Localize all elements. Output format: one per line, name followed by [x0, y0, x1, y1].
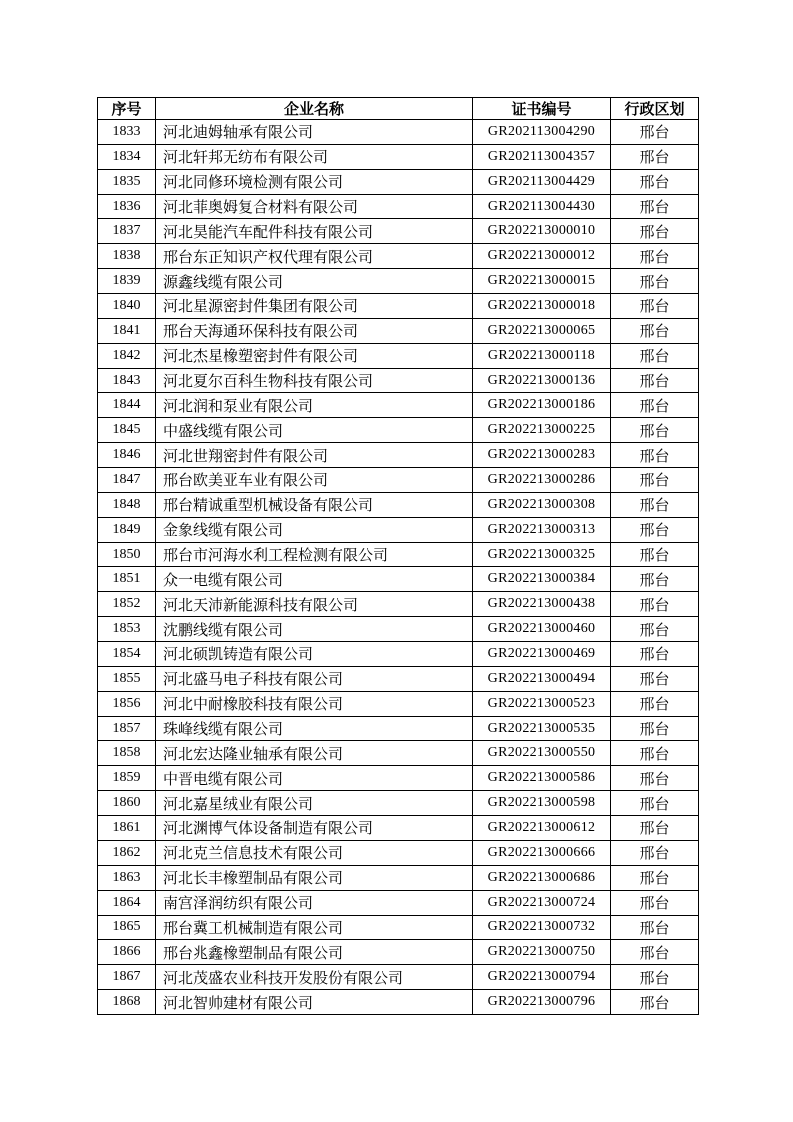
cell-cert-number: GR202213000612: [473, 816, 611, 841]
cell-cert-number: GR202213000186: [473, 393, 611, 418]
cell-company-name: 邢台精诚重型机械设备有限公司: [156, 492, 473, 517]
cell-company-name: 中盛线缆有限公司: [156, 418, 473, 443]
cell-company-name: 河北长丰橡塑制品有限公司: [156, 865, 473, 890]
table-body: [98, 120, 699, 1015]
cell-region: 邢台: [611, 294, 699, 319]
header-region: 行政区划: [611, 98, 699, 120]
cell-seq: 1865: [98, 915, 156, 940]
cell-region: 邢台: [611, 144, 699, 169]
cell-cert-number: GR202213000494: [473, 666, 611, 691]
cell-region: 邢台: [611, 592, 699, 617]
cell-region: 邢台: [611, 617, 699, 642]
cell-region: 邢台: [611, 492, 699, 517]
cell-cert-number: GR202213000794: [473, 965, 611, 990]
cell-cert-number: GR202113004357: [473, 144, 611, 169]
cell-company-name: 金象线缆有限公司: [156, 517, 473, 542]
cell-region: 邢台: [611, 816, 699, 841]
cell-cert-number: GR202213000286: [473, 468, 611, 493]
cell-cert-number: GR202113004430: [473, 194, 611, 219]
table-row: [98, 169, 699, 194]
cell-cert-number: GR202113004290: [473, 120, 611, 145]
cell-company-name: 河北智帅建材有限公司: [156, 990, 473, 1015]
header-seq: 序号: [98, 98, 156, 120]
cell-cert-number: GR202213000384: [473, 567, 611, 592]
cell-cert-number: GR202213000438: [473, 592, 611, 617]
table-row: [98, 517, 699, 542]
cell-seq: 1867: [98, 965, 156, 990]
cell-region: 邢台: [611, 468, 699, 493]
cell-region: 邢台: [611, 741, 699, 766]
cell-region: 邢台: [611, 840, 699, 865]
table-row: [98, 666, 699, 691]
cell-seq: 1835: [98, 169, 156, 194]
cell-seq: 1866: [98, 940, 156, 965]
cell-seq: 1836: [98, 194, 156, 219]
table-row: [98, 940, 699, 965]
cell-cert-number: GR202213000010: [473, 219, 611, 244]
cell-company-name: 河北润和泵业有限公司: [156, 393, 473, 418]
table-row: [98, 592, 699, 617]
table-row: [98, 691, 699, 716]
cell-region: 邢台: [611, 393, 699, 418]
cell-seq: 1842: [98, 343, 156, 368]
table-row: [98, 318, 699, 343]
cell-cert-number: GR202213000118: [473, 343, 611, 368]
table-row: [98, 816, 699, 841]
cell-company-name: 河北菲奥姆复合材料有限公司: [156, 194, 473, 219]
cell-company-name: 邢台天海通环保科技有限公司: [156, 318, 473, 343]
cell-region: 邢台: [611, 791, 699, 816]
cell-cert-number: GR202213000136: [473, 368, 611, 393]
cell-company-name: 河北世翔密封件有限公司: [156, 443, 473, 468]
cell-seq: 1849: [98, 517, 156, 542]
cell-seq: 1854: [98, 642, 156, 667]
cell-company-name: 河北中耐橡胶科技有限公司: [156, 691, 473, 716]
cell-cert-number: GR202113004429: [473, 169, 611, 194]
cell-region: 邢台: [611, 120, 699, 145]
table-row: [98, 294, 699, 319]
cell-seq: 1848: [98, 492, 156, 517]
table-row: [98, 144, 699, 169]
table-row: [98, 194, 699, 219]
cell-seq: 1851: [98, 567, 156, 592]
cell-seq: 1853: [98, 617, 156, 642]
cell-seq: 1857: [98, 716, 156, 741]
cell-cert-number: GR202213000724: [473, 890, 611, 915]
table-row: [98, 865, 699, 890]
cell-company-name: 南宫泽润纺织有限公司: [156, 890, 473, 915]
cell-cert-number: GR202213000065: [473, 318, 611, 343]
cell-seq: 1860: [98, 791, 156, 816]
cell-cert-number: GR202213000460: [473, 617, 611, 642]
cell-seq: 1856: [98, 691, 156, 716]
table-row: [98, 791, 699, 816]
cell-cert-number: GR202213000015: [473, 269, 611, 294]
cell-cert-number: GR202213000586: [473, 766, 611, 791]
cell-seq: 1844: [98, 393, 156, 418]
table-row: [98, 269, 699, 294]
cell-seq: 1850: [98, 542, 156, 567]
cell-company-name: 河北克兰信息技术有限公司: [156, 840, 473, 865]
cell-region: 邢台: [611, 169, 699, 194]
cell-cert-number: GR202213000018: [473, 294, 611, 319]
cell-company-name: 河北星源密封件集团有限公司: [156, 294, 473, 319]
cell-region: 邢台: [611, 368, 699, 393]
cell-region: 邢台: [611, 965, 699, 990]
cell-seq: 1833: [98, 120, 156, 145]
table-row: [98, 915, 699, 940]
cell-seq: 1843: [98, 368, 156, 393]
table-row: [98, 244, 699, 269]
cell-cert-number: GR202213000308: [473, 492, 611, 517]
table-header-row: [98, 98, 699, 120]
cell-company-name: 河北渊博气体设备制造有限公司: [156, 816, 473, 841]
cell-company-name: 中晋电缆有限公司: [156, 766, 473, 791]
cell-region: 邢台: [611, 343, 699, 368]
certificate-table: [97, 97, 699, 1015]
cell-company-name: 河北盛马电子科技有限公司: [156, 666, 473, 691]
cell-company-name: 众一电缆有限公司: [156, 567, 473, 592]
table-row: [98, 492, 699, 517]
cell-seq: 1837: [98, 219, 156, 244]
cell-company-name: 河北天沛新能源科技有限公司: [156, 592, 473, 617]
table-row: [98, 393, 699, 418]
cell-region: 邢台: [611, 642, 699, 667]
table-row: [98, 120, 699, 145]
table-row: [98, 368, 699, 393]
cell-region: 邢台: [611, 418, 699, 443]
cell-seq: 1834: [98, 144, 156, 169]
cell-region: 邢台: [611, 666, 699, 691]
table-row: [98, 617, 699, 642]
cell-cert-number: GR202213000732: [473, 915, 611, 940]
cell-seq: 1862: [98, 840, 156, 865]
cell-company-name: 河北夏尔百科生物科技有限公司: [156, 368, 473, 393]
cell-company-name: 河北迪姆轴承有限公司: [156, 120, 473, 145]
cell-cert-number: GR202213000550: [473, 741, 611, 766]
cell-cert-number: GR202213000666: [473, 840, 611, 865]
cell-seq: 1858: [98, 741, 156, 766]
cell-company-name: 河北茂盛农业科技开发股份有限公司: [156, 965, 473, 990]
table-row: [98, 716, 699, 741]
table-row: [98, 990, 699, 1015]
cell-region: 邢台: [611, 716, 699, 741]
cell-seq: 1845: [98, 418, 156, 443]
cell-region: 邢台: [611, 517, 699, 542]
cell-company-name: 河北昊能汽车配件科技有限公司: [156, 219, 473, 244]
cell-region: 邢台: [611, 940, 699, 965]
table-row: [98, 443, 699, 468]
cell-seq: 1841: [98, 318, 156, 343]
cell-seq: 1861: [98, 816, 156, 841]
cell-cert-number: GR202213000283: [473, 443, 611, 468]
cell-company-name: 珠峰线缆有限公司: [156, 716, 473, 741]
table-row: [98, 741, 699, 766]
cell-seq: 1859: [98, 766, 156, 791]
cell-company-name: 沈鹏线缆有限公司: [156, 617, 473, 642]
table-row: [98, 766, 699, 791]
cell-region: 邢台: [611, 915, 699, 940]
cell-company-name: 邢台冀工机械制造有限公司: [156, 915, 473, 940]
cell-seq: 1863: [98, 865, 156, 890]
cell-seq: 1840: [98, 294, 156, 319]
cell-seq: 1839: [98, 269, 156, 294]
cell-cert-number: GR202213000535: [473, 716, 611, 741]
header-company-name: 企业名称: [156, 98, 473, 120]
cell-company-name: 河北嘉星绒业有限公司: [156, 791, 473, 816]
table-row: [98, 642, 699, 667]
cell-region: 邢台: [611, 269, 699, 294]
cell-cert-number: GR202213000225: [473, 418, 611, 443]
table-row: [98, 343, 699, 368]
cell-region: 邢台: [611, 318, 699, 343]
cell-region: 邢台: [611, 244, 699, 269]
cell-company-name: 河北宏达隆业轴承有限公司: [156, 741, 473, 766]
cell-seq: 1868: [98, 990, 156, 1015]
cell-company-name: 邢台欧美亚车业有限公司: [156, 468, 473, 493]
table-row: [98, 468, 699, 493]
cell-cert-number: GR202213000325: [473, 542, 611, 567]
cell-cert-number: GR202213000469: [473, 642, 611, 667]
cell-company-name: 河北杰星橡塑密封件有限公司: [156, 343, 473, 368]
cell-company-name: 邢台兆鑫橡塑制品有限公司: [156, 940, 473, 965]
cell-seq: 1864: [98, 890, 156, 915]
cell-region: 邢台: [611, 542, 699, 567]
cell-cert-number: GR202213000012: [473, 244, 611, 269]
cell-company-name: 邢台市河海水利工程检测有限公司: [156, 542, 473, 567]
cell-region: 邢台: [611, 865, 699, 890]
table-row: [98, 890, 699, 915]
cell-region: 邢台: [611, 567, 699, 592]
cell-cert-number: GR202213000686: [473, 865, 611, 890]
cell-company-name: 河北同修环境检测有限公司: [156, 169, 473, 194]
cell-company-name: 源鑫线缆有限公司: [156, 269, 473, 294]
cell-cert-number: GR202213000598: [473, 791, 611, 816]
table-row: [98, 542, 699, 567]
cell-cert-number: GR202213000750: [473, 940, 611, 965]
cell-seq: 1838: [98, 244, 156, 269]
cell-seq: 1852: [98, 592, 156, 617]
cell-region: 邢台: [611, 219, 699, 244]
header-cert-number: 证书编号: [473, 98, 611, 120]
table-row: [98, 567, 699, 592]
cell-region: 邢台: [611, 990, 699, 1015]
cell-region: 邢台: [611, 194, 699, 219]
cell-region: 邢台: [611, 443, 699, 468]
cell-region: 邢台: [611, 691, 699, 716]
cell-region: 邢台: [611, 766, 699, 791]
cell-company-name: 邢台东正知识产权代理有限公司: [156, 244, 473, 269]
table-row: [98, 965, 699, 990]
cell-company-name: 河北轩邦无纺布有限公司: [156, 144, 473, 169]
table-row: [98, 219, 699, 244]
cell-cert-number: GR202213000523: [473, 691, 611, 716]
cell-company-name: 河北硕凯铸造有限公司: [156, 642, 473, 667]
table-row: [98, 418, 699, 443]
cell-region: 邢台: [611, 890, 699, 915]
cell-seq: 1855: [98, 666, 156, 691]
cell-cert-number: GR202213000796: [473, 990, 611, 1015]
cell-seq: 1847: [98, 468, 156, 493]
cell-cert-number: GR202213000313: [473, 517, 611, 542]
cell-seq: 1846: [98, 443, 156, 468]
table-row: [98, 840, 699, 865]
